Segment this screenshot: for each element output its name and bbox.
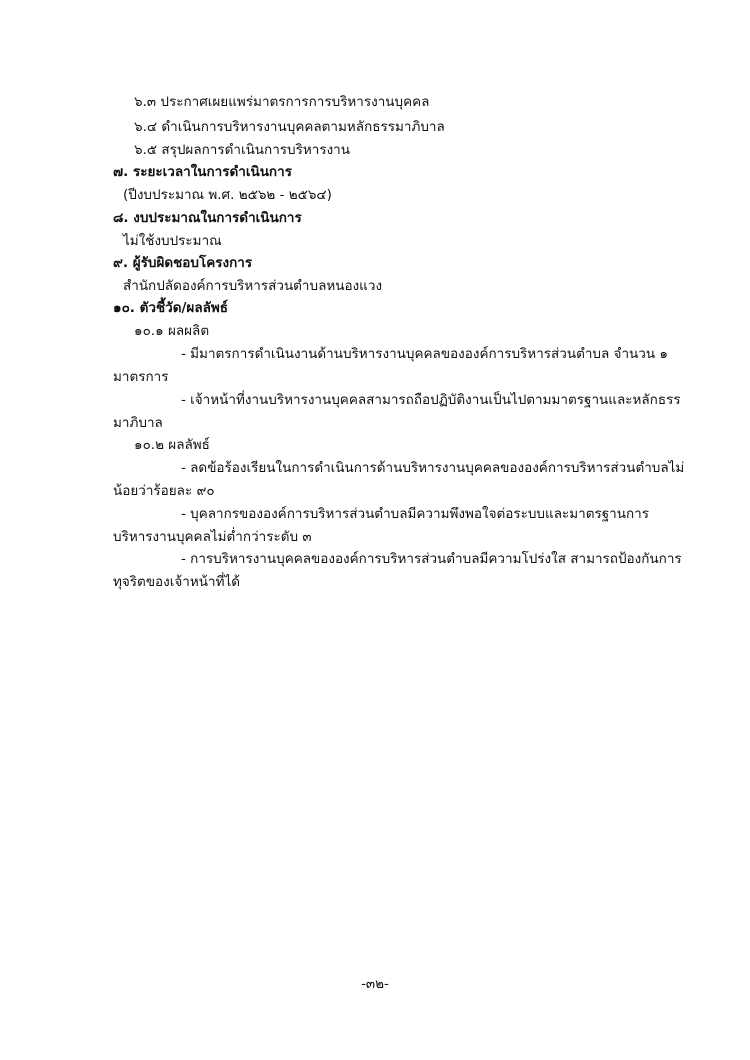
result-item-2-line-1: - บุคลากรขององค์การบริหารส่วนตำบลมีความพึงพอใจต่อระบบและมาตรฐานการ: [181, 506, 649, 522]
result-item-3-line-2: ทุจริตของเจ้าหน้าที่ได้: [113, 574, 241, 590]
section-text-8: ไม่ใช้งบประมาณ: [123, 233, 222, 249]
section-heading-10: ๑๐. ตัวชี้วัด/ผลลัพธ์: [113, 300, 229, 316]
section-heading-8: ๘. งบประมาณในการดำเนินการ: [113, 210, 302, 226]
list-item-6-3: ๖.๓ ประกาศเผยแพร่มาตรการการบริหารงานบุคคล: [134, 94, 430, 110]
output-item-1-line-1: - มีมาตรการดำเนินงานด้านบริหารงานบุคคลขององค์การบริหารส่วนตำบล จำนวน ๑: [181, 346, 668, 362]
result-item-1-line-2: น้อยว่าร้อยละ ๙๐: [113, 483, 215, 499]
section-heading-9: ๙. ผู้รับผิดชอบโครงการ: [113, 255, 253, 271]
output-item-2-line-2: มาภิบาล: [113, 415, 163, 431]
subsection-heading-10-2: ๑๐.๒ ผลลัพธ์: [134, 437, 210, 453]
section-heading-7: ๗. ระยะเวลาในการดำเนินการ: [113, 164, 292, 180]
output-item-2-line-1: - เจ้าหน้าที่งานบริหารงานบุคคลสามารถถือปฏิบัติงานเป็นไปตามมาตรฐานและหลักธรร: [181, 392, 681, 408]
subsection-heading-10-1: ๑๐.๑ ผลผลิต: [134, 323, 210, 339]
page-number: -๓๒-: [361, 976, 389, 992]
list-item-6-4: ๖.๔ ดำเนินการบริหารงานบุคคลตามหลักธรรมาภิบาล: [134, 119, 445, 135]
result-item-1-line-1: - ลดข้อร้องเรียนในการดำเนินการด้านบริหารงานบุคคลขององค์การบริหารส่วนตำบลไม่: [181, 460, 685, 476]
result-item-2-line-2: บริหารงานบุคคลไม่ต่ำกว่าระดับ ๓: [113, 529, 312, 545]
section-text-9: สำนักปลัดองค์การบริหารส่วนตำบลหนองแวง: [123, 278, 383, 294]
output-item-1-line-2: มาตรการ: [113, 369, 169, 385]
list-item-6-5: ๖.๕ สรุปผลการดำเนินการบริหารงาน: [134, 142, 350, 158]
result-item-3-line-1: - การบริหารงานบุคคลขององค์การบริหารส่วนตำบลมีความโปร่งใส สามารถป้องกันการ: [181, 551, 682, 567]
section-text-7: (ปีงบประมาณ พ.ศ. ๒๕๖๒ - ๒๕๖๔): [123, 187, 332, 203]
